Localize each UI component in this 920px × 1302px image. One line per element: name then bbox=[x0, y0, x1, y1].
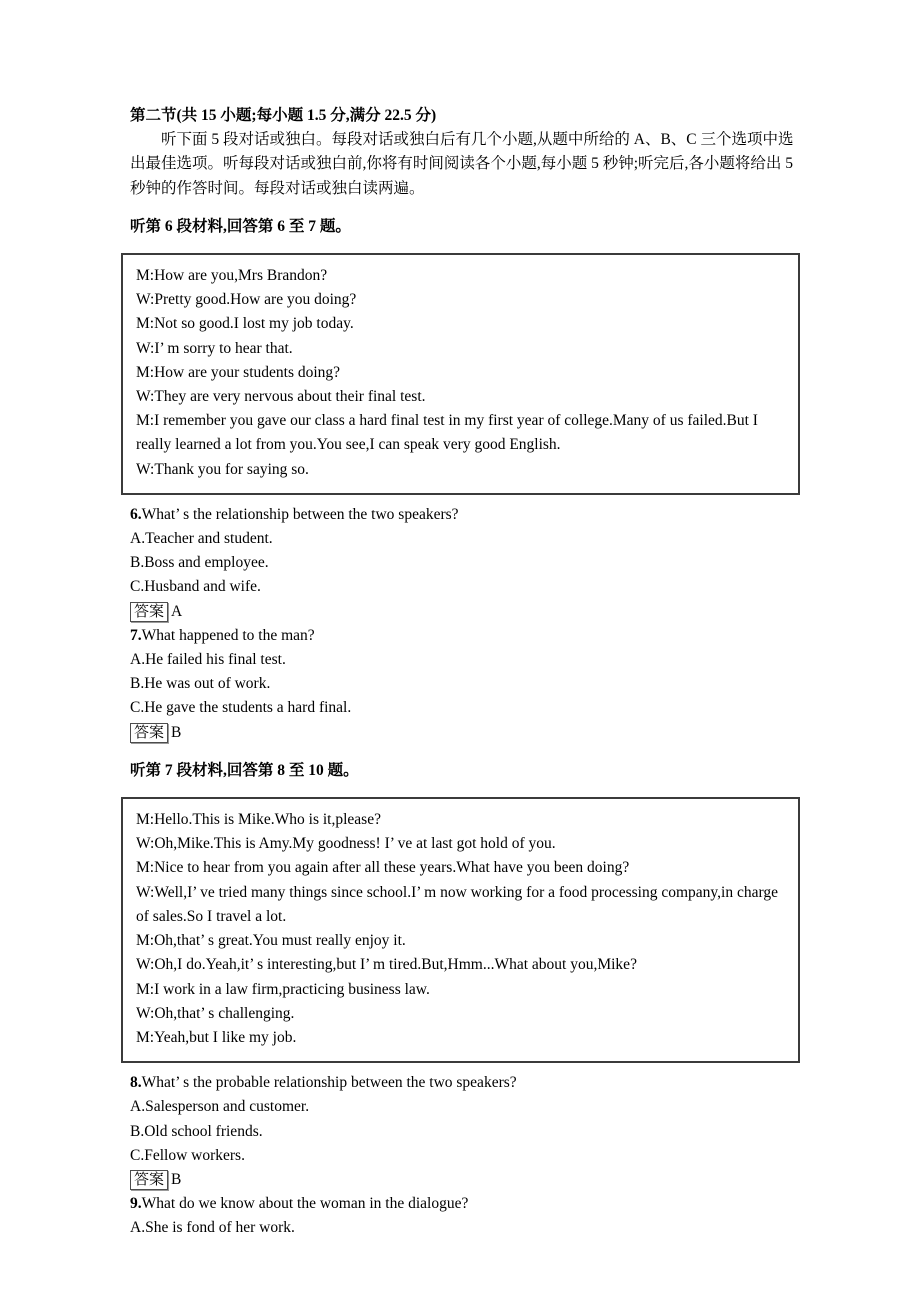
dialogue-line: M:How are you,Mrs Brandon? bbox=[136, 267, 328, 285]
dialogue-line: M:Oh,that’ s great.You must really enjoy it. bbox=[136, 932, 406, 950]
question-6-option-c: C.Husband and wife. bbox=[130, 578, 261, 596]
question-8-option-c: C.Fellow workers. bbox=[130, 1146, 245, 1164]
question-7 bbox=[130, 624, 800, 648]
dialogue-line: M:Hello.This is Mike.Who is it,please? bbox=[136, 811, 381, 829]
question-8-answer: B bbox=[171, 1170, 182, 1188]
dialogue-box-material-6 bbox=[121, 253, 800, 495]
dialogue-line: W:Oh,I do.Yeah,it’ s interesting,but I’ m tired.But,Hmm...What about you,Mike? bbox=[136, 956, 637, 974]
dialogue-line: W:Pretty good.How are you doing? bbox=[136, 291, 357, 309]
answer-label: 答案 bbox=[130, 602, 168, 622]
answer-label: 答案 bbox=[130, 1170, 168, 1190]
dialogue-line: W:Oh,Mike.This is Amy.My goodness! I’ ve at last got hold of you. bbox=[136, 835, 556, 853]
dialogue-line: M:How are your students doing? bbox=[136, 363, 341, 381]
question-7-number: 7. bbox=[130, 626, 142, 644]
question-9-number: 9. bbox=[130, 1195, 142, 1213]
question-6-answer: A bbox=[171, 602, 183, 620]
instructions-paragraph: 听下面 5 段对话或独白。每段对话或独白后有几个小题,从题中所给的 A、B、C 三个选项中选出最佳选项。听每段对话或独白前,你将有时间阅读各个小题,每小题 5 秒钟;听完后,各小题将给出 5 秒钟的作答时间。每段对话或独白读两遍。 bbox=[130, 131, 794, 197]
question-6 bbox=[130, 503, 800, 527]
question-8 bbox=[130, 1071, 800, 1095]
question-9 bbox=[130, 1192, 800, 1216]
dialogue-box-material-7 bbox=[121, 797, 800, 1063]
question-6-stem: What’ s the relationship between the two speakers? bbox=[141, 505, 459, 523]
question-7-answer-row bbox=[130, 721, 800, 745]
question-7-stem: What happened to the man? bbox=[141, 626, 315, 644]
material-heading-6: 听第 6 段材料,回答第 6 至 7 题。 bbox=[130, 217, 351, 235]
dialogue-line: W:Well,I’ ve tried many things since school.I’ m now working for a food processing company,in charge of sales.So I travel a lot. bbox=[136, 883, 778, 925]
question-6-answer-row bbox=[130, 600, 800, 624]
dialogue-line: W:Thank you for saying so. bbox=[136, 460, 309, 478]
dialogue-line: W:They are very nervous about their final test. bbox=[136, 388, 426, 406]
question-8-stem: What’ s the probable relationship between the two speakers? bbox=[141, 1074, 517, 1092]
material-heading-7: 听第 7 段材料,回答第 8 至 10 题。 bbox=[130, 761, 359, 779]
answer-label: 答案 bbox=[130, 723, 168, 743]
dialogue-line: M:I remember you gave our class a hard final test in my first year of college.Many of us failed.But I really learned a lot from you.You see,I can speak very good English. bbox=[136, 412, 758, 454]
dialogue-line: W:I’ m sorry to hear that. bbox=[136, 339, 293, 357]
question-8-option-b: B.Old school friends. bbox=[130, 1122, 263, 1140]
question-6-option-b: B.Boss and employee. bbox=[130, 554, 269, 572]
question-9-stem: What do we know about the woman in the dialogue? bbox=[141, 1195, 469, 1213]
question-6-number: 6. bbox=[130, 505, 142, 523]
dialogue-line: M:I work in a law firm,practicing business law. bbox=[136, 980, 430, 998]
question-8-number: 8. bbox=[130, 1074, 142, 1092]
question-7-answer: B bbox=[171, 723, 182, 741]
question-6-option-a: A.Teacher and student. bbox=[130, 530, 273, 548]
question-7-option-a: A.He failed his final test. bbox=[130, 651, 286, 669]
dialogue-line: M:Not so good.I lost my job today. bbox=[136, 315, 354, 333]
question-8-option-a: A.Salesperson and customer. bbox=[130, 1098, 310, 1116]
dialogue-line: W:Oh,that’ s challenging. bbox=[136, 1004, 295, 1022]
question-8-answer-row bbox=[130, 1168, 800, 1192]
question-7-option-b: B.He was out of work. bbox=[130, 675, 271, 693]
question-9-option-a: A.She is fond of her work. bbox=[130, 1219, 295, 1237]
section-title: 第二节(共 15 小题;每小题 1.5 分,满分 22.5 分) bbox=[130, 107, 437, 124]
dialogue-line: M:Yeah,but I like my job. bbox=[136, 1028, 297, 1046]
question-7-option-c: C.He gave the students a hard final. bbox=[130, 699, 352, 717]
dialogue-line: M:Nice to hear from you again after all these years.What have you been doing? bbox=[136, 859, 630, 877]
